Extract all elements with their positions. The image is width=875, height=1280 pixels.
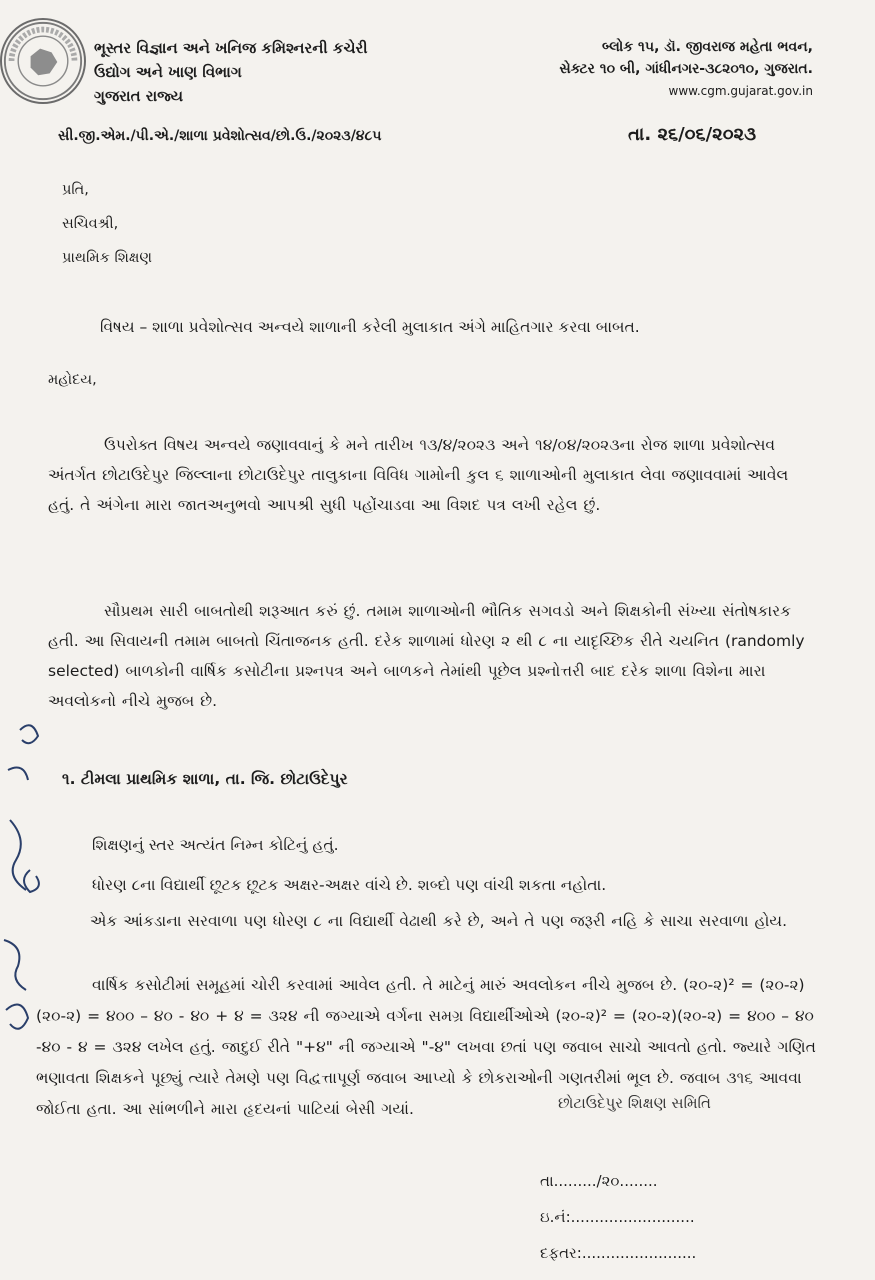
header-department: ઉદ્યોગ અને ખાણ વિભાગ bbox=[94, 63, 242, 81]
handwritten-margin-marks-icon bbox=[0, 710, 60, 1070]
recipient-line-3: પ્રાથમિક શિક્ષણ bbox=[62, 250, 153, 266]
paragraph-1-text: ઉપરોક્ત વિષય અન્વયે જણાવવાનું કે મને તારીખ ૧૩/૪/૨૦૨૩ અને ૧૪/૦૪/૨૦૨૩ના રોજ શાળા પ્રવેશોત્સવ અંતર્ગત છોટાઉદેપુર જિલ્લાના છોટાઉદેપુર તાલુકાના વિવિધ ગામોની કુલ ૬ શાળાઓની મુલાકાત લેવા જણાવવામાં આવેલ હતું. તે અંગેના મારા જાતઅનુભવો આપશ્રી સુધી પહોંચાડવા આ વિશદ પત્ર લખી રહેલ છું. bbox=[48, 436, 789, 514]
observation-1: શિક્ષણનું સ્તર અત્યંત નિમ્ન કોટિનું હતું. bbox=[92, 836, 339, 854]
paragraph-2-text: સૌપ્રથમ સારી બાબતોથી શરૂઆત કરું છું. તમામ શાળાઓની ભૌતિક સગવડો અને શિક્ષકોની સંખ્યા સંતોષકારક હતી. આ સિવાયની તમામ બાબતો ચિંતાજનક હતી. દરેક શાળામાં ધોરણ ૨ થી ૮ ના યાદૃચ્છિક રીતે ચયનિત (randomly selected) બાળકોની વાર્ષિક કસોટીના પ્રશ્નપત્ર અને બાળકને તેમાંથી પૂછેલ પ્રશ્નોત્તરી બાદ દરેક શાળા વિશેના મારા અવલોકનો નીચે મુજબ છે. bbox=[48, 602, 805, 710]
department-header bbox=[94, 36, 368, 108]
letter-date: તા. ૨૬/૦૬/૨૦૨૩ bbox=[628, 124, 757, 145]
paragraph-2 bbox=[48, 596, 818, 716]
recipient-line-2: સચિવશ્રી, bbox=[62, 216, 119, 232]
salutation: મહોદય, bbox=[48, 372, 97, 388]
observation-4-text: વાર્ષિક કસોટીમાં સમૂહમાં ચોરી કરવામાં આવેલ હતી. તે માટેનું મારું અવલોકન નીચે મુજબ છે. (૨૦-૨)² = (૨૦-૨)(૨૦-૨) = ૪૦૦ – ૪૦ - ૪૦ + ૪ = ૩૨૪ ની જગ્યાએ વર્ગના સમગ્ર વિદ્યાર્થીઓએ (૨૦-૨)² = (૨૦-૨)(૨૦-૨) = ૪૦૦ – ૪૦ -૪૦ - ૪ = ૩૨૪ લખેલ હતું. જાદુઈ રીતે "+૪" ની જગ્યાએ "-૪" લખવા છતાં પણ જવાબ સાચો આવતો હતો. જ્યારે ગણિત ભણાવતા શિક્ષકને પૂછ્યું ત્યારે તેમણે પણ વિદ્વત્તાપૂર્ણ જવાબ આપ્યો કે છોકરાઓની ગણતરીમાં ભૂલ છે. જવાબ ૩૧૬ આવવા જોઈતા હતા. આ સાંભળીને મારા હૃદયનાં પાટિયાં બેસી ગયાં. bbox=[36, 976, 816, 1118]
receipt-inward-number-field: ઇ.નં:.......................... bbox=[540, 1208, 695, 1226]
office-address bbox=[559, 36, 813, 102]
paragraph-1 bbox=[48, 430, 818, 520]
receipt-file-field: દફતર:........................ bbox=[540, 1244, 697, 1262]
government-seal-icon bbox=[0, 18, 86, 104]
address-line-1: બ્લોક ૧૫, ડૉ. જીવરાજ મહેતા ભવન, bbox=[601, 39, 813, 55]
observation-2: ધોરણ ૮ના વિદ્યાર્થી છૂટક છૂટક અક્ષર-અક્ષર વાંચે છે. શબ્દો પણ વાંચી શકતા નહોતા. bbox=[92, 876, 607, 894]
website-text: www.cgm.gujarat.gov.in bbox=[668, 84, 813, 98]
subject-line: વિષય – શાળા પ્રવેશોત્સવ અન્વયે શાળાની કરેલી મુલાકાત અંગે માહિતગાર કરવા બાબત. bbox=[100, 318, 640, 336]
recipient-line-1: પ્રતિ, bbox=[62, 182, 89, 198]
school-heading: ૧. ટીમલા પ્રાથમિક શાળા, તા. જિ. છોટાઉદેપુર bbox=[62, 770, 348, 788]
receipt-date-field: તા........./૨૦........ bbox=[540, 1172, 658, 1190]
observation-3-text: એક આંકડાના સરવાળા પણ ધોરણ ૮ ના વિદ્યાર્થી વેઢાથી કરે છે, અને તે પણ જરૂરી નહિ કે સાચા સરવાળા હોય. bbox=[90, 912, 787, 930]
reference-number: સી.જી.એમ./પી.એ./શાળા પ્રવેશોત્સવ/છો.ઉ./૨૦૨૩/૪૮૫ bbox=[58, 128, 382, 144]
office-stamp bbox=[538, 1092, 798, 1114]
header-office-name: ભૂસ્તર વિજ્ઞાન અને ખનિજ કમિશ્નરની કચેરી bbox=[94, 39, 368, 57]
observation-3 bbox=[60, 906, 810, 936]
address-line-2: સેક્ટર ૧૦ બી, ગાંધીનગર-૩૮૨૦૧૦, ગુજરાત. bbox=[559, 61, 813, 77]
header-state: ગુજરાત રાજ્ય bbox=[94, 87, 184, 105]
stamp-text: છોટાઉદેપુર શિક્ષણ સમિતિ bbox=[558, 1094, 711, 1112]
